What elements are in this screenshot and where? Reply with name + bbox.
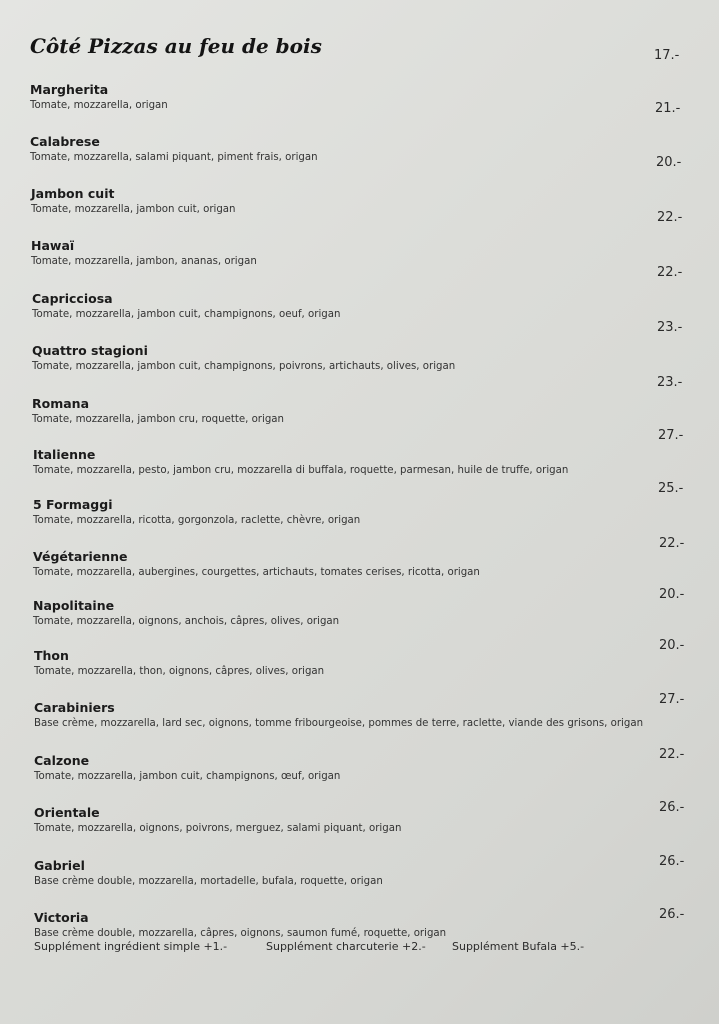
price-label: 22.-: [659, 536, 685, 551]
item-name: Calzone: [34, 753, 90, 768]
item-description: Tomate, mozzarella, jambon cuit, origan: [31, 204, 236, 215]
item-name: Jambon cuit: [31, 186, 115, 201]
price-label: 22.-: [657, 210, 683, 225]
item-description: Base crème, mozzarella, lard sec, oignons, tomme fribourgeoise, pommes de terre, raclette, viande des grisons, origan: [34, 718, 644, 729]
item-name: Végétarienne: [33, 549, 128, 564]
item-name: Capricciosa: [32, 291, 113, 306]
item-description: Tomate, mozzarella, thon, oignons, câpres, olives, origan: [34, 666, 325, 677]
item-description: Base crème double, mozzarella, câpres, oignons, saumon fumé, roquette, origan: [34, 928, 447, 939]
item-name: Romana: [32, 396, 90, 411]
price-label: 20.-: [656, 155, 682, 170]
item-description: Tomate, mozzarella, jambon cuit, champignons, oeuf, origan: [32, 309, 341, 320]
price-label: 26.-: [659, 854, 685, 869]
item-description: Tomate, mozzarella, pesto, jambon cru, mozzarella di buffala, roquette, parmesan, huile de truffe, origan: [33, 465, 569, 476]
price-label: 20.-: [659, 638, 685, 653]
item-name: Quattro stagioni: [32, 343, 148, 358]
supplement-charcuterie: Supplément charcuterie +2.-: [266, 940, 426, 953]
item-name: Calabrese: [30, 134, 100, 149]
price-label: 26.-: [659, 907, 685, 922]
price-label: 23.-: [657, 320, 683, 335]
item-name: 5 Formaggi: [33, 497, 113, 512]
price-label: 25.-: [658, 481, 684, 496]
item-description: Tomate, mozzarella, jambon cuit, champignons, œuf, origan: [34, 771, 341, 782]
price-label: 21.-: [655, 101, 681, 116]
item-description: Tomate, mozzarella, aubergines, courgettes, artichauts, tomates cerises, ricotta, origan: [33, 567, 480, 578]
item-description: Tomate, mozzarella, oignons, anchois, câpres, olives, origan: [33, 616, 340, 627]
item-name: Hawaï: [31, 238, 75, 253]
item-name: Napolitaine: [33, 598, 115, 613]
supplement-bufala: Supplément Bufala +5.-: [452, 940, 585, 953]
item-description: Tomate, mozzarella, ricotta, gorgonzola, raclette, chèvre, origan: [33, 515, 361, 526]
price-label: 20.-: [659, 587, 685, 602]
item-name: Carabiniers: [34, 700, 115, 715]
item-description: Tomate, mozzarella, jambon cru, roquette, origan: [32, 414, 284, 425]
item-name: Thon: [34, 648, 69, 663]
item-description: Tomate, mozzarella, jambon, ananas, origan: [31, 256, 257, 267]
price-label: 22.-: [659, 747, 685, 762]
price-label: 27.-: [658, 428, 684, 443]
item-name: Margherita: [30, 82, 109, 97]
item-description: Tomate, mozzarella, jambon cuit, champignons, poivrons, artichauts, olives, origan: [32, 361, 456, 372]
item-name: Gabriel: [34, 858, 85, 873]
item-description: Tomate, mozzarella, salami piquant, piment frais, origan: [30, 152, 318, 163]
supplement-simple: Supplément ingrédient simple +1.-: [34, 940, 228, 953]
price-label: 17.-: [654, 48, 680, 63]
item-description: Tomate, mozzarella, oignons, poivrons, merguez, salami piquant, origan: [34, 823, 402, 834]
price-label: 26.-: [659, 800, 685, 815]
item-name: Orientale: [34, 805, 100, 820]
price-label: 22.-: [657, 265, 683, 280]
item-description: Tomate, mozzarella, origan: [30, 100, 168, 111]
item-description: Base crème double, mozzarella, mortadelle, bufala, roquette, origan: [34, 876, 383, 887]
price-label: 27.-: [659, 692, 685, 707]
price-label: 23.-: [657, 375, 683, 390]
item-name: Victoria: [34, 910, 89, 925]
menu-title: Côté Pizzas au feu de bois: [30, 34, 322, 58]
item-name: Italienne: [33, 447, 96, 462]
